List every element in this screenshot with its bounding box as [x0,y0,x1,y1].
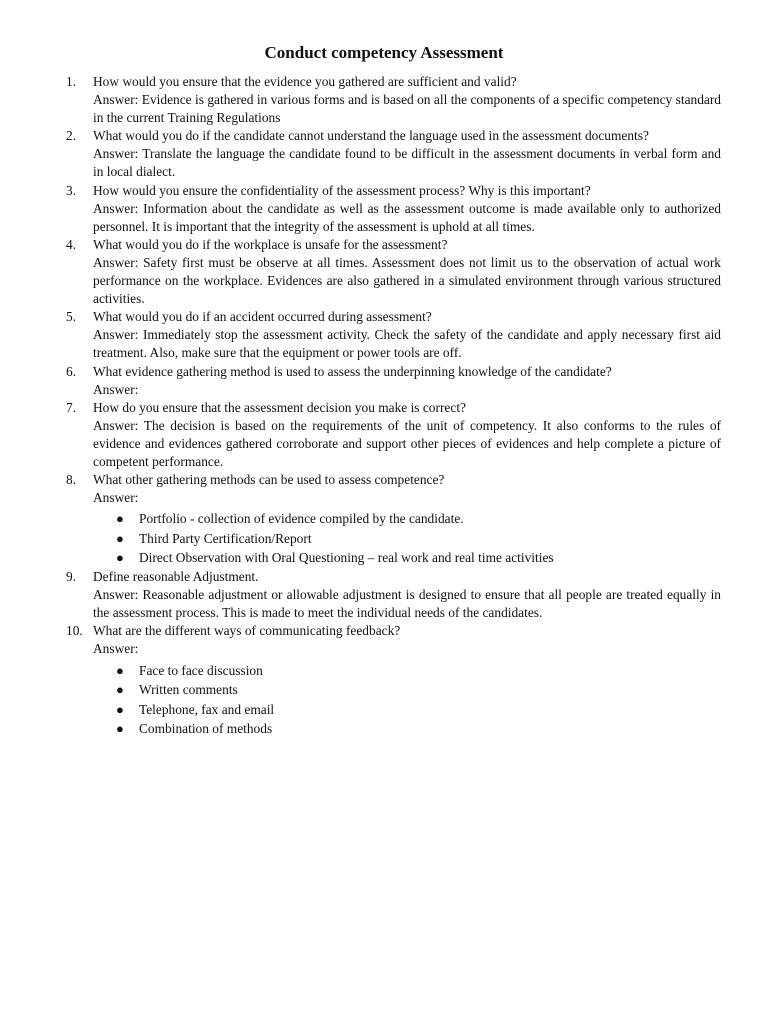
question-text: What would you do if an accident occurred during assessment? [93,309,432,325]
question-number: 4. [66,236,77,252]
answer-text: Answer: Information about the candidate as well as the assessment outcome is made available only to authorized personnel. It is important that the integrity of the assessment is uphold at all times. [93,200,721,234]
answer-bullet-item [113,661,721,681]
answer-bullet-item [113,700,721,720]
question-number: 3. [66,182,77,198]
question-text: Define reasonable Adjustment. [93,569,259,585]
question-text: What would you do if the candidate cannot understand the language used in the assessment documents? [93,128,649,144]
question-item [66,471,721,568]
question-item [66,182,721,236]
answer-text: Answer: [93,381,139,397]
bullet-icon: ● [116,701,124,717]
bullet-icon: ● [116,682,124,698]
bullet-text: Third Party Certification/Report [139,530,312,546]
answer-bullet-item [113,548,721,568]
answer-bullet-item [113,509,721,529]
answer-text: Answer: Evidence is gathered in various forms and is based on all the components of a specific competency standard in the current Training Regulations [93,92,721,126]
question-number: 10. [66,623,83,639]
question-number: 1. [66,74,77,89]
answer-bullet-list [93,661,721,739]
question-item [66,236,721,308]
bullet-text: Telephone, fax and email [139,701,275,717]
bullet-icon: ● [116,662,124,678]
question-number: 6. [66,363,77,379]
question-list [66,73,721,739]
question-item [66,399,721,471]
answer-bullet-item [113,680,721,700]
question-number: 7. [66,399,77,415]
bullet-icon: ● [116,511,124,527]
question-number: 8. [66,472,77,488]
question-item [66,363,721,399]
question-item [66,568,721,622]
question-text: How would you ensure that the evidence you gathered are sufficient and valid? [93,74,517,89]
bullet-text: Portfolio - collection of evidence compiled by the candidate. [139,511,464,527]
bullet-icon: ● [116,550,124,566]
answer-text: Answer: The decision is based on the requirements of the unit of competency. It also conforms to the rules of evidence and evidences gathered corroborate and support other pieces of evidences and help complete a picture of competent performance. [93,417,721,469]
question-text: How would you ensure the confidentiality of the assessment process? Why is this important? [93,182,591,198]
bullet-text: Direct Observation with Oral Questioning – real work and real time activities [139,550,554,566]
question-item [66,308,721,362]
bullet-icon: ● [116,530,124,546]
answer-bullet-item [113,719,721,739]
question-number: 5. [66,309,77,325]
document-title: Conduct competency Assessment [264,43,504,62]
question-number: 9. [66,569,77,585]
question-text: What are the different ways of communicating feedback? [93,623,401,639]
answer-bullet-item [113,529,721,549]
question-text: What other gathering methods can be used to assess competence? [93,472,445,488]
question-item [66,127,721,181]
answer-text: Answer: Reasonable adjustment or allowable adjustment is designed to ensure that all people are treated equally in the assessment process. This is made to meet the individual needs of the candidates. [93,587,721,621]
answer-bullet-list [93,509,721,568]
question-text: How do you ensure that the assessment decision you make is correct? [93,399,466,415]
question-item [66,73,721,127]
answer-text: Answer: [93,490,139,506]
bullet-text: Combination of methods [139,721,273,737]
answer-text: Answer: [93,641,139,657]
answer-text: Answer: Immediately stop the assessment activity. Check the safety of the candidate and apply necessary first aid treatment. Also, make sure that the equipment or power tools are off. [93,327,721,361]
bullet-icon: ● [116,721,124,737]
answer-text: Answer: Translate the language the candidate found to be difficult in the assessment documents in verbal form and in local dialect. [93,146,721,180]
question-number: 2. [66,128,77,144]
question-text: What would you do if the workplace is unsafe for the assessment? [93,236,448,252]
answer-text: Answer: Safety first must be observe at all times. Assessment does not limit us to the observation of actual work performance on the workplace. Evidences are also gathered in a simulated environment through various structured activities. [93,254,721,307]
bullet-text: Face to face discussion [139,662,263,678]
question-text: What evidence gathering method is used to assess the underpinning knowledge of the candidate? [93,363,612,379]
question-item [66,622,721,739]
bullet-text: Written comments [139,682,238,698]
